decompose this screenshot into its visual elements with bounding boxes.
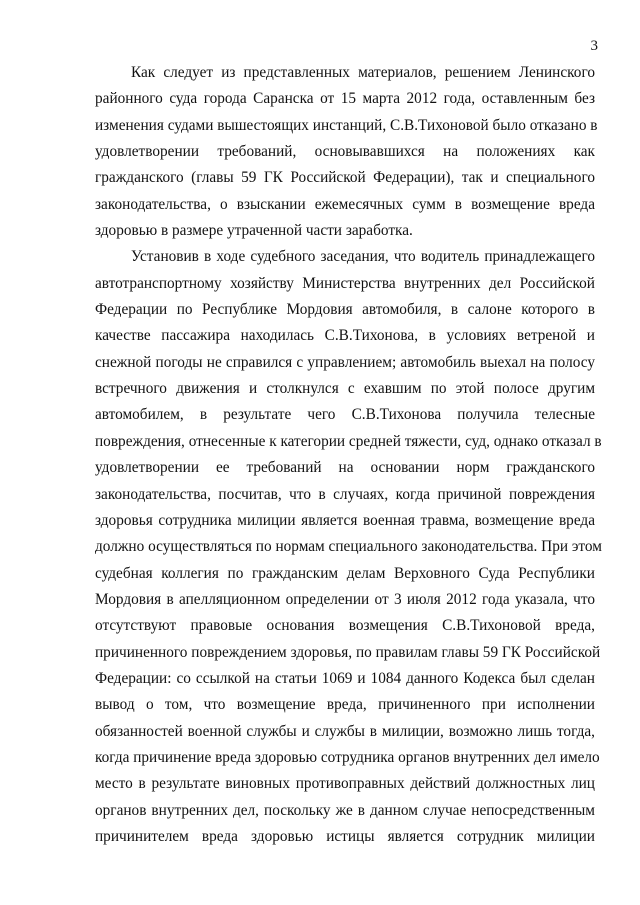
page-number: 3 [590,38,598,54]
text-line: Федерации: со ссылкой на статьи 1069 и 1084 данного Кодекса был сделан [95,669,595,687]
text-line: отсутствуют правовые основания возмещения С.В.Тихоновой вреда, [95,617,595,635]
paragraph-2 [95,244,602,850]
text-line: Установив в ходе судебного заседания, что водитель принадлежащего [131,248,595,266]
text-line: повреждения, отнесенные к категории средней тяжести, суд, однако отказал в [95,432,602,450]
text-line: качестве пассажира находилась С.В.Тихонова, в условиях ветреной и [95,327,595,345]
text-line: снежной погоды не справился с управлением; автомобиль выехал на полосу [95,353,595,371]
text-line: когда причинение вреда здоровью сотрудника органов внутренних дел имело [95,748,600,766]
text-line: органов внутренних дел, поскольку же в данном случае непосредственным [95,801,595,819]
text-line: причиненного повреждением здоровья, по правилам главы 59 ГК Российской [95,643,601,661]
text-line: Мордовия в апелляционном определении от 3 июля 2012 года указала, что [95,590,595,608]
text-line: Федерации по Республике Мордовия автомобиля, в салоне которого в [95,301,595,319]
text-line: удовлетворении требований, основывавшихся на положениях как [95,143,595,161]
text-line: законодательства, о взыскании ежемесячных сумм в возмещение вреда [95,195,595,213]
paragraph-1 [95,60,598,244]
text-line: районного суда города Саранска от 15 марта 2012 года, оставленным без [95,90,595,108]
text-line: законодательства, посчитав, что в случаях, когда причиной повреждения [95,485,595,503]
text-line: здоровья сотрудника милиции является военная травма, возмещение вреда [95,511,595,529]
text-line: причинителем вреда здоровью истицы является сотрудник милиции [95,827,595,845]
text-line: гражданского (главы 59 ГК Российской Федерации), так и специального [95,169,595,187]
text-line: вывод о том, что возмещение вреда, причиненного при исполнении [95,696,595,714]
document-body [95,60,602,850]
text-line: здоровью в размере утраченной части заработка. [95,222,413,240]
text-line: удовлетворении ее требований на основании норм гражданского [95,459,595,477]
text-line: судебная коллегия по гражданским делам Верховного Суда Республики [95,564,595,582]
text-line: встречного движения и столкнулся с ехавшим по этой полосе другим [95,380,595,398]
text-line: изменения судами вышестоящих инстанций, С.В.Тихоновой было отказано в [95,116,598,134]
text-line: автомобилем, в результате чего С.В.Тихонова получила телесные [95,406,595,424]
text-line: обязанностей военной службы и службы в милиции, возможно лишь тогда, [95,722,595,740]
text-line: Как следует из представленных материалов, решением Ленинского [131,64,595,81]
text-line: автотранспортному хозяйству Министерства внутренних дел Российской [95,274,595,292]
text-line: должно осуществляться по нормам специального законодательства. При этом [95,538,602,556]
text-line: место в результате виновных противоправных действий должностных лиц [95,775,595,793]
